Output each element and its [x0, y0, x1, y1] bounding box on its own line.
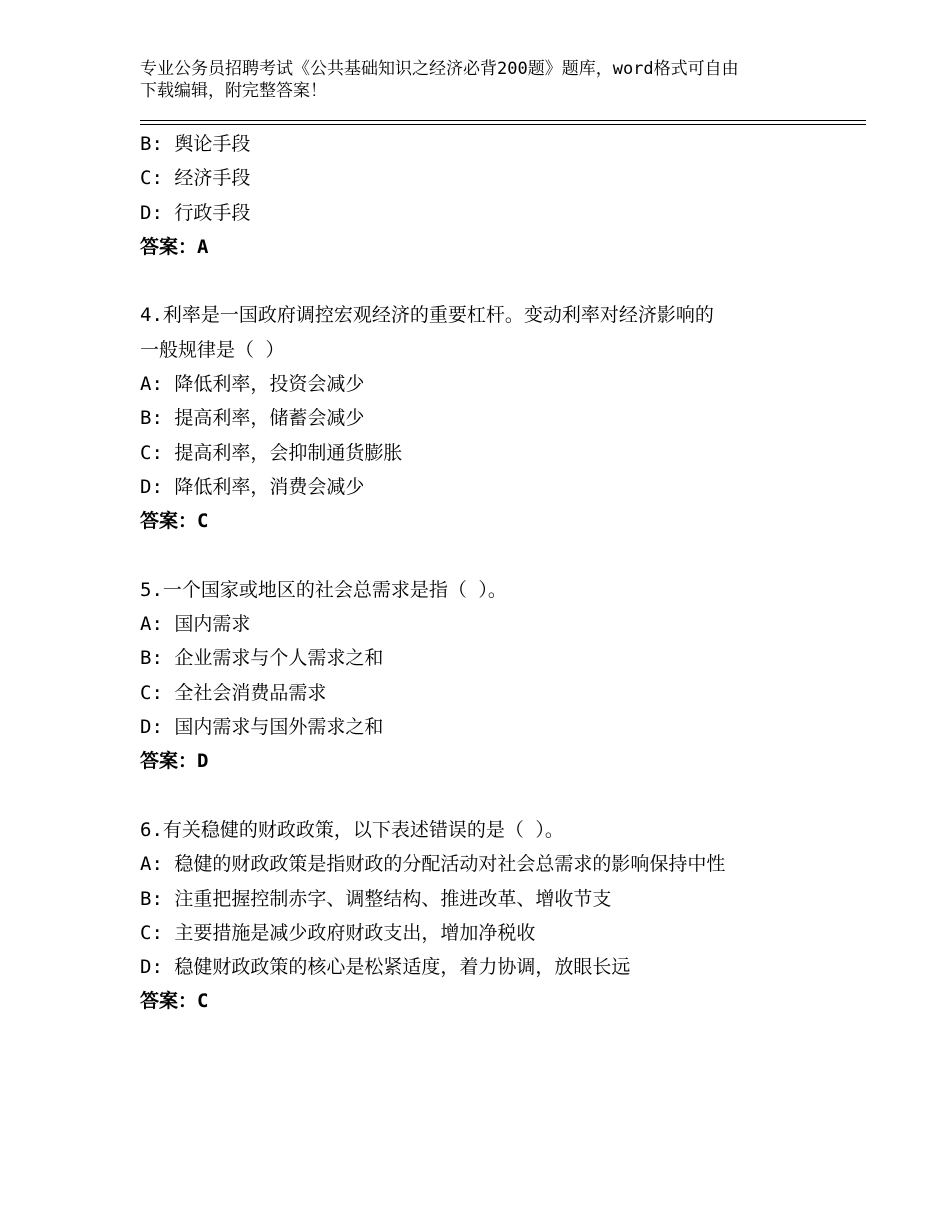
- question-6: [140, 813, 840, 1019]
- option-a: A: 降低利率，投资会减少: [140, 373, 365, 396]
- spacer: [140, 539, 840, 573]
- option-b: B: 舆论手段: [140, 133, 251, 155]
- question-4: [140, 298, 840, 538]
- document-header: [140, 58, 820, 102]
- answer: 答案：C: [140, 990, 209, 1013]
- question-stem: 5.一个国家或地区的社会总需求是指（ ）。: [140, 578, 507, 601]
- option-b: B: 注重把握控制赤字、调整结构、推进改革、增收节支: [140, 887, 612, 910]
- question-list: [140, 127, 840, 1019]
- question-stem: 4.利率是一国政府调控宏观经济的重要杠杆。变动利率对经济影响的: [140, 304, 714, 327]
- option-d: D: 国内需求与国外需求之和: [140, 716, 384, 739]
- question-stem: 一般规律是（ ）: [140, 338, 285, 361]
- option-c: C: 提高利率，会抑制通货膨胀: [140, 441, 403, 464]
- option-a: A: 国内需求: [140, 613, 251, 636]
- answer: 答案：A: [140, 235, 209, 258]
- question-stem: 6.有关稳健的财政政策，以下表述错误的是（ ）。: [140, 818, 564, 841]
- option-b: B: 企业需求与个人需求之和: [140, 647, 384, 670]
- option-c: C: 主要措施是减少政府财政支出，增加净税收: [140, 921, 536, 944]
- option-d: D: 行政手段: [140, 201, 251, 224]
- header-rule-top: [140, 120, 866, 121]
- header-line-1: 专业公务员招聘考试《公共基础知识之经济必背200题》题库，word格式可自由: [140, 59, 739, 79]
- answer: 答案：C: [140, 510, 209, 533]
- question-3: [140, 127, 840, 264]
- spacer: [140, 264, 840, 298]
- header-line-2: 下载编辑，附完整答案！: [140, 81, 327, 101]
- option-c: C: 全社会消费品需求: [140, 681, 327, 704]
- option-a: A: 稳健的财政政策是指财政的分配活动对社会总需求的影响保持中性: [140, 853, 726, 876]
- option-b: B: 提高利率，储蓄会减少: [140, 407, 365, 430]
- option-d: D: 降低利率，消费会减少: [140, 475, 365, 498]
- spacer: [140, 779, 840, 813]
- question-5: [140, 573, 840, 779]
- option-d: D: 稳健财政政策的核心是松紧适度，着力协调，放眼长远: [140, 956, 631, 979]
- answer: 答案：D: [140, 750, 209, 773]
- option-c: C: 经济手段: [140, 167, 251, 190]
- header-rule-bottom: [140, 124, 866, 125]
